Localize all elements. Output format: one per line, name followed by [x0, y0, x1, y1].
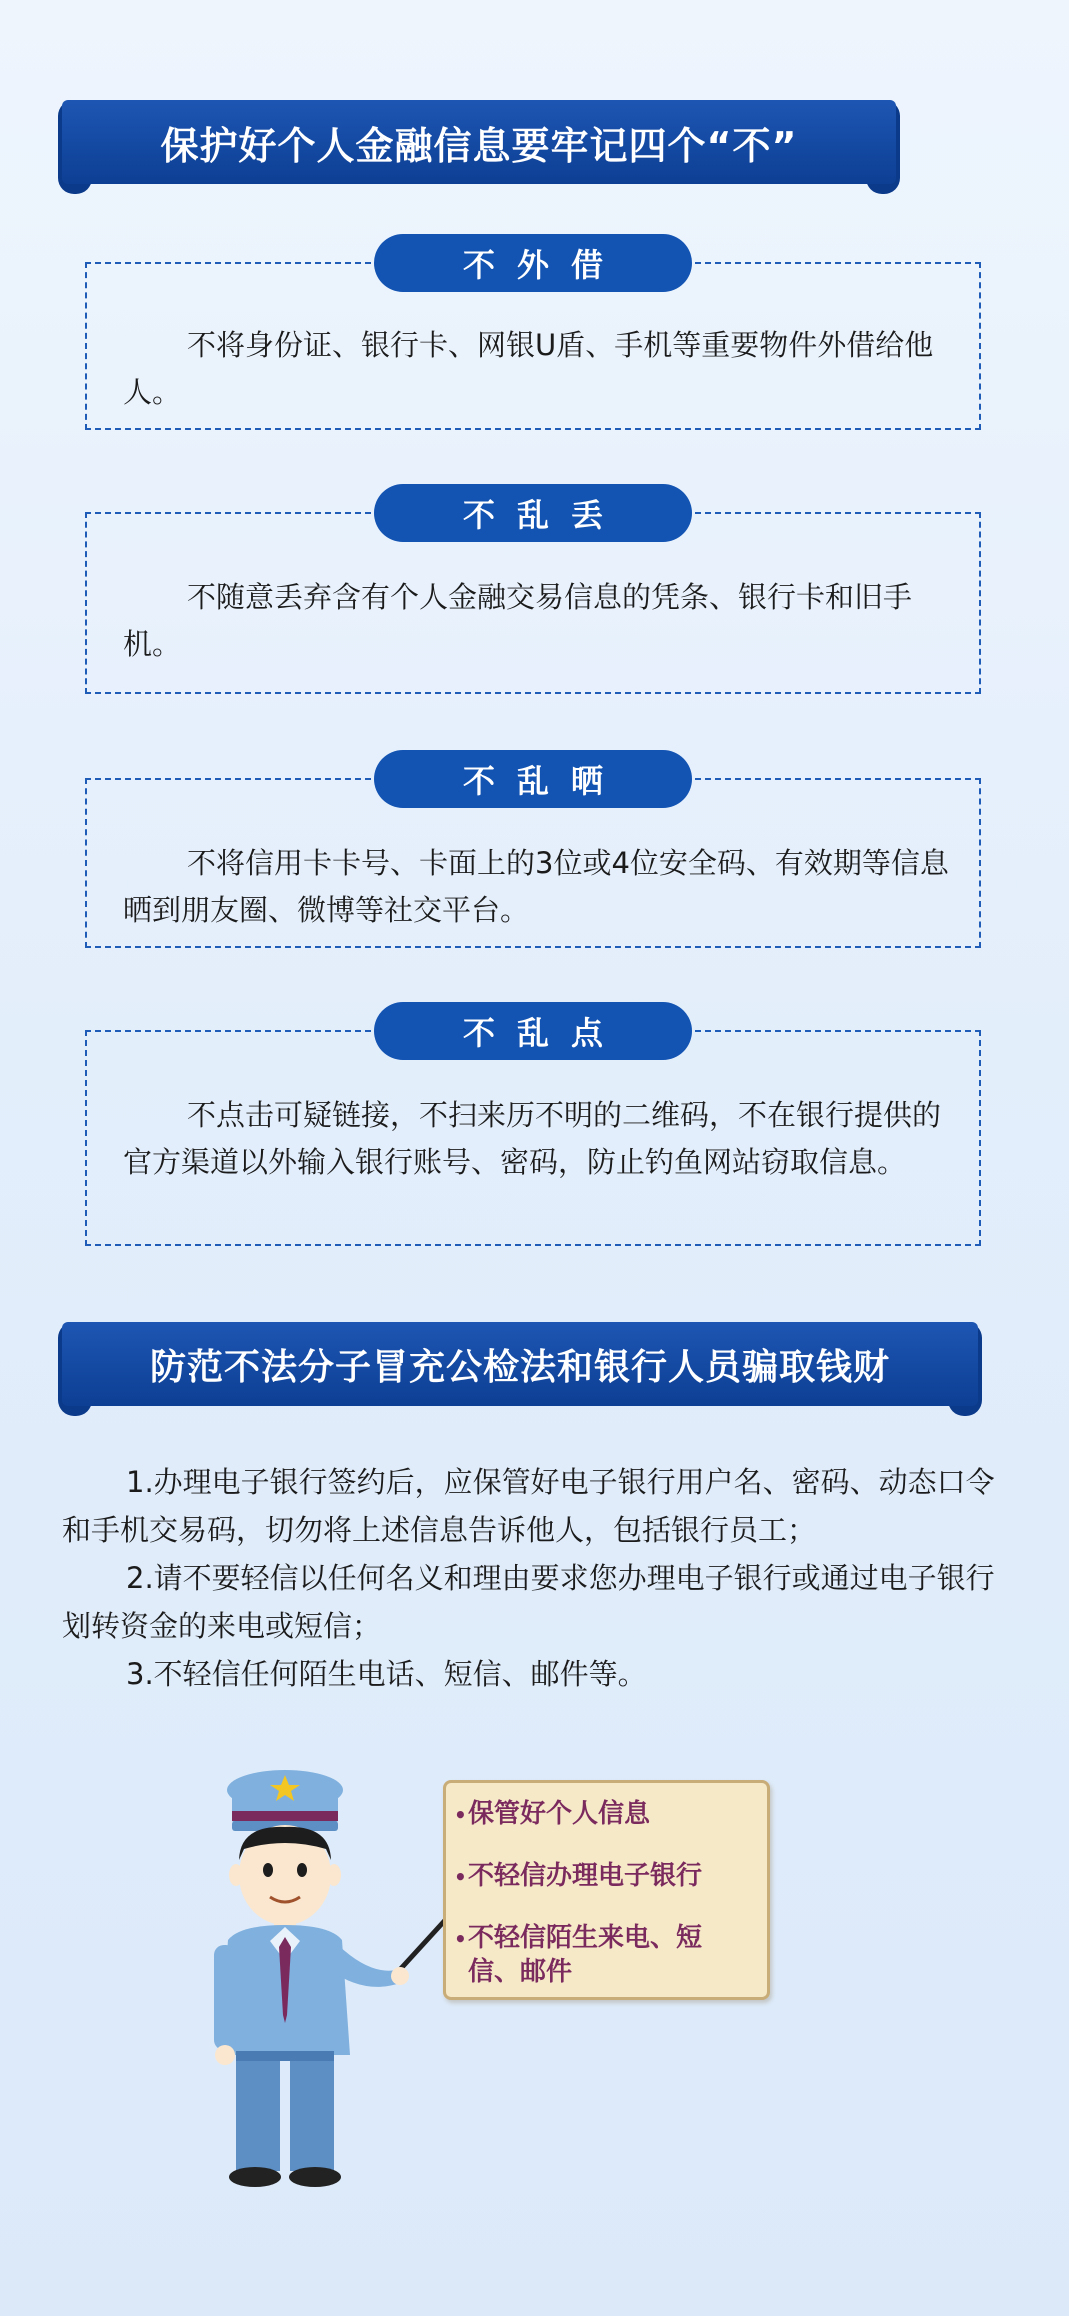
card-no-discard: [85, 496, 981, 694]
section2-title: 防范不法分子冒充公检法和银行人员骗取钱财: [149, 1346, 890, 1388]
board-item: • 不轻信陌生来电、短信、邮件: [454, 1923, 703, 1987]
card-heading: 不乱晒: [374, 750, 692, 808]
card-text: 不将身份证、银行卡、网银U盾、手机等重要物件外借给他人。: [123, 328, 934, 409]
card-no-clicking: [85, 1014, 981, 1246]
pointer-stick-icon: [395, 1917, 448, 1975]
card-heading: 不外借: [374, 234, 692, 292]
section1-title: 保护好个人金融信息要牢记四个“不”: [160, 123, 798, 168]
card-no-posting: [85, 762, 981, 948]
tip-item: 1.办理电子银行签约后，应保管好电子银行用户名、密码、动态口令和手机交易码，切勿将上述信息告诉他人，包括银行员工；: [62, 1465, 995, 1547]
bullet-icon: •: [454, 1927, 467, 1951]
card-heading: 不乱点: [374, 1002, 692, 1060]
card-text: 不点击可疑链接，不扫来历不明的二维码，不在银行提供的官方渠道以外输入银行账号、密码，防止钓鱼网站窃取信息。: [123, 1098, 942, 1179]
card-text: 不随意丢弃含有个人金融交易信息的凭条、银行卡和旧手机。: [123, 580, 913, 661]
card-text: 不将信用卡卡号、卡面上的3位或4位安全码、有效期等信息晒到朋友圈、微博等社交平台。: [123, 846, 949, 927]
section2-banner: [62, 1322, 978, 1406]
tip-item: 2.请不要轻信以任何名义和理由要求您办理电子银行或通过电子银行划转资金的来电或短信；: [62, 1561, 995, 1643]
bullet-icon: •: [454, 1803, 467, 1827]
bullet-icon: •: [454, 1865, 467, 1889]
tips-list: [62, 1458, 1007, 1698]
board-item: • 不轻信办理电子银行: [468, 1859, 753, 1893]
police-officer-illustration: [200, 1765, 460, 2205]
card-heading: 不乱丢: [374, 484, 692, 542]
card-no-lending: [85, 246, 981, 430]
tip-item: 3.不轻信任何陌生电话、短信、邮件等。: [126, 1657, 647, 1691]
tips-board: [443, 1780, 770, 2000]
section1-banner: [62, 100, 896, 184]
board-item: • 保管好个人信息: [468, 1797, 753, 1831]
